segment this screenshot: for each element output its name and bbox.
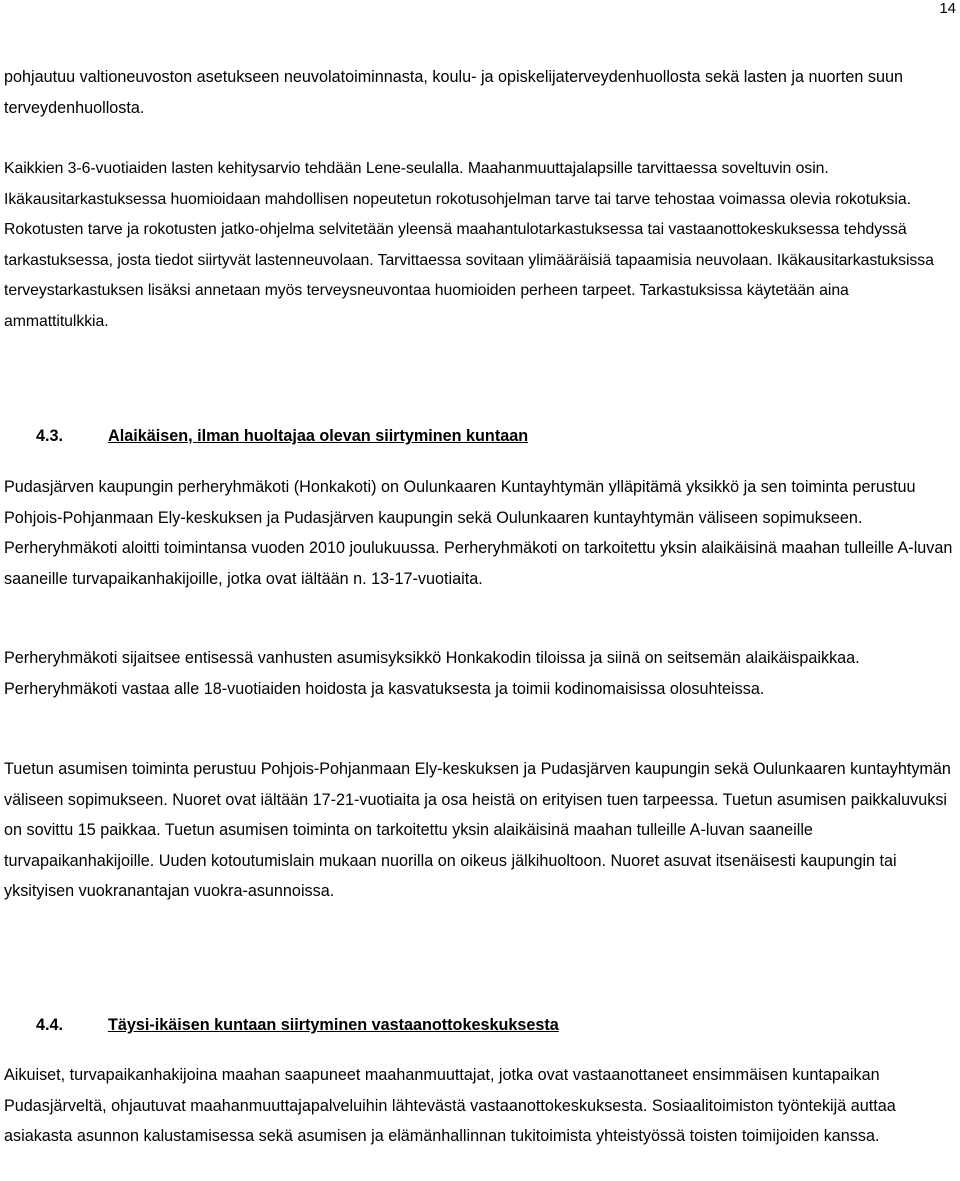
paragraph-family-group-home: Pudasjärven kaupungin perheryhmäkoti (Honkakoti) on Oulunkaaren Kuntayhtymän ylläpitämä yksikkö ja sen toiminta perustuu Pohjois-Pohjanmaan Ely-keskuksen ja Pudasjärven kaupungin sekä Oulunkaaren kuntayhtymän väliseen sopimukseen. Perheryhmäkoti aloitti toimintansa vuoden 2010 joulukuussa. Perheryhmäkoti on tarkoitettu yksin alaikäisinä maahan tulleille A-luvan saaneille turvapaikanhakijoille, jotka ovat iältään n. 13-17-vuotiaita. (4, 478, 953, 588)
section-heading-4-3 (36, 425, 528, 447)
section-title: Täysi-ikäisen kuntaan siirtyminen vastaanottokeskuksesta (108, 1016, 559, 1034)
section-title: Alaikäisen, ilman huoltajaa olevan siirtyminen kuntaan (108, 427, 529, 445)
page-number: 14 (939, 0, 956, 17)
section-heading-4-4 (36, 1014, 559, 1036)
paragraph-supported-housing: Tuetun asumisen toiminta perustuu Pohjois-Pohjanmaan Ely-keskuksen ja Pudasjärven kaupungin sekä Oulunkaaren kuntayhtymän väliseen sopimukseen. Nuoret ovat iältään 17-21-vuotiaita ja osa heistä on erityisen tuen tarpeessa. Tuetun asumisen paikkaluvuksi on sovittu 15 paikkaa. Tuetun asumisen toiminta on tarkoitettu yksin alaikäisinä maahan tulleille A-luvan saaneille turvapaikanhakijoille. Uuden kotoutumislain mukaan nuorilla on oikeus jälkihuoltoon. Nuoret asuvat itsenäisesti kaupungin tai yksityisen vuokranantajan vuokra-asunnoissa. (4, 760, 951, 900)
paragraph-group-home-location: Perheryhmäkoti sijaitsee entisessä vanhusten asumisyksikkö Honkakodin tiloissa ja siinä on seitsemän alaikäispaikkaa. Perheryhmäkoti vastaa alle 18-vuotiaiden hoidosta ja kasvatuksesta ja toimii kodinomaisissa olosuhteissa. (4, 649, 860, 698)
paragraph-continuation: pohjautuu valtioneuvoston asetukseen neuvolatoiminnasta, koulu- ja opiskelijaterveydenhuollosta sekä lasten ja nuorten suun terveydenhuollosta. (4, 68, 903, 117)
paragraph-adult-transfer: Aikuiset, turvapaikanhakijoina maahan saapuneet maahanmuuttajat, jotka ovat vastaanottaneet ensimmäisen kuntapaikan Pudasjärveltä, ohjautuvat maahanmuuttajapalveluihin lähtevästä vastaanottokeskuksesta. Sosiaalitoimiston työntekijä auttaa asiakasta asunnon kalustamisessa sekä asumisen ja elämänhallinnan tukitoimista yhteistyössä toisten toimijoiden kanssa. (4, 1066, 896, 1145)
section-number: 4.3. (36, 427, 64, 445)
paragraph-development-assessment: Kaikkien 3-6-vuotiaiden lasten kehitysarvio tehdään Lene-seulalla. Maahanmuuttajalapsille tarvittaessa soveltuvin osin. Ikäkausitarkastuksessa huomioidaan mahdollisen nopeutetun rokotusohjelman tarve tai tarve tehostaa voimassa olevia rokotuksia. Rokotusten tarve ja rokotusten jatko-ohjelma selvitetään yleensä maahantulotarkastuksessa tai vastaanottokeskuksessa tehdyssä tarkastuksessa, josta tiedot siirtyvät lastenneuvolaan. Tarvittaessa sovitaan ylimääräisiä tapaamisia neuvolaan. Ikäkausitarkastuksissa terveystarkastuksen lisäksi annetaan myös terveysneuvontaa huomioiden perheen tarpeet. Tarkastuksissa käytetään aina ammattitulkkia. (4, 160, 934, 330)
section-number: 4.4. (36, 1016, 64, 1034)
